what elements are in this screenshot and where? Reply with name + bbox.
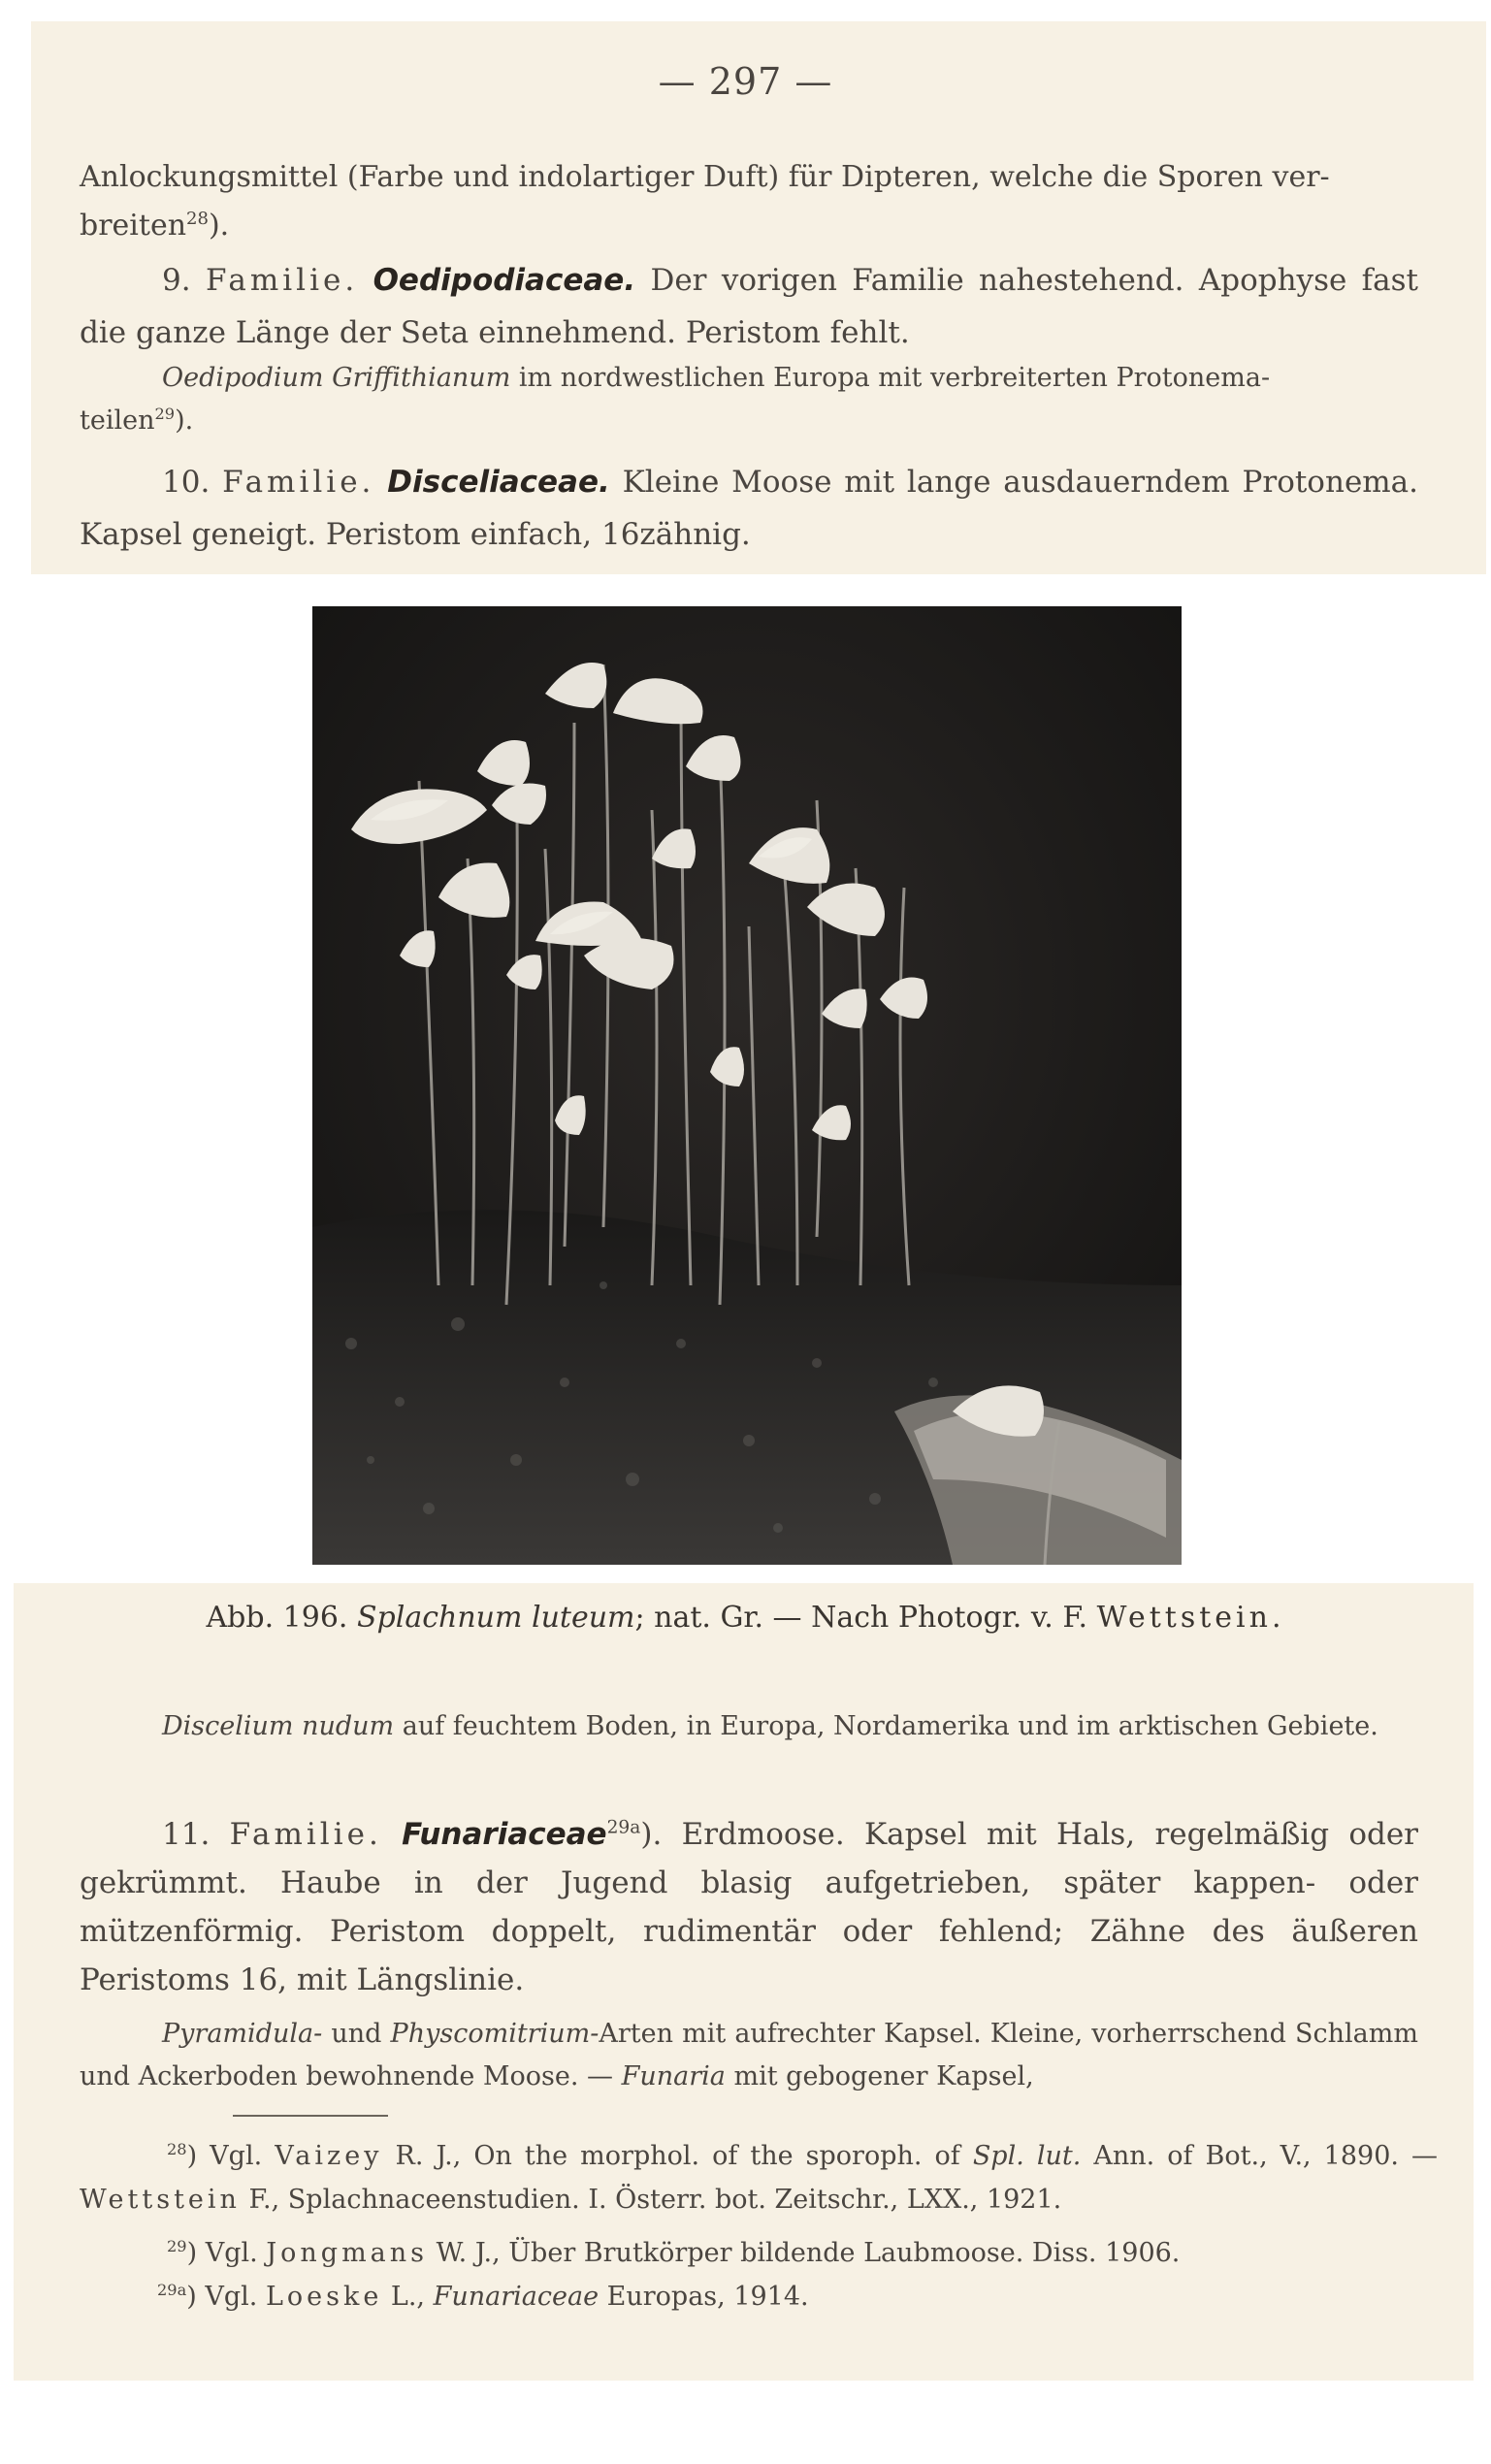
footnote-29-number: 29 (167, 2237, 187, 2255)
family-11-description: ). Erdmoose. Kapsel mit Hals, regelmäßig oder gekrümmt. Haube in der Jugend blasig aufgetrieben, später kappen- oder mützenförmig. Peristom doppelt, rudimentär oder fehlend; Zähne des äußeren Peristoms 16, mit Längslinie. (80, 1817, 1419, 1997)
family-11-paragraph (80, 1810, 1418, 2004)
oedipodium-end: ). (175, 405, 194, 436)
footnote-29a-text-2: Europas, 1914. (606, 2282, 809, 2312)
oedipodium-text-2: teilen (80, 405, 155, 436)
figure-number: Abb. 196. (206, 1601, 348, 1635)
figure-author: Wettstein. (1096, 1601, 1285, 1635)
footnote-29-text: W. J., Über Brutkörper bildende Laubmoose. Diss. 1906. (436, 2238, 1181, 2268)
pyramidula-text-2: mit gebogener Kapsel, (733, 2061, 1034, 2091)
physcomitrium-genus: Physcomitrium- (390, 2019, 600, 2049)
page-number: — 297 — (658, 60, 833, 103)
family-11-number: 11. (162, 1817, 211, 1852)
intro-line-2: breiten (80, 209, 187, 243)
footnote-ref-29a: 29a (606, 1817, 641, 1838)
footnote-28-text-2: Ann. of Bot., V., 1890. — (1093, 2141, 1438, 2171)
moss-photograph-drawing (312, 606, 1182, 1565)
family-9-number: 9. (162, 263, 191, 298)
footnote-29-pre: ) Vgl. (186, 2238, 258, 2268)
family-9-label: Familie. (205, 263, 359, 298)
family-10-description: Kleine Moose mit lange ausdauerndem Protonema. Kapsel geneigt. Peristom einfach, 16zähnig. (80, 465, 1419, 552)
footnote-29a-author: Loeske (265, 2282, 383, 2312)
figure-caption (0, 1601, 1491, 1635)
footnote-29a-italic: Funariaceae (433, 2282, 600, 2312)
family-10-name: Disceliaceae. (387, 465, 610, 500)
footnote-28-pre: ) Vgl. (186, 2141, 263, 2171)
family-9-description: Der vorigen Familie nahestehend. Apophyse fast die ganze Länge der Seta einnehmend. Peristom fehlt. (80, 263, 1419, 350)
footnote-29a-pre: ) Vgl. (186, 2282, 258, 2312)
family-10-label: Familie. (222, 465, 375, 500)
footnote-28-author: Vaizey (275, 2141, 383, 2171)
oedipodium-text: im nordwestlichen Europa mit verbreiterten Protonema- (518, 363, 1271, 393)
footnote-28-italic: Spl. lut. (972, 2141, 1082, 2171)
oedipodium-paragraph (80, 357, 1418, 442)
pyramidula-paragraph (80, 2013, 1418, 2098)
footnote-28-text-3: F., Splachnaceenstudien. I. Österr. bot. Zeitschr., LXX., 1921. (248, 2185, 1062, 2215)
footnote-29-author: Jongmans (266, 2238, 429, 2268)
pyramidula-und: und (331, 2019, 382, 2049)
discelium-paragraph (80, 1705, 1418, 1748)
intro-line-2-end: ). (208, 209, 230, 243)
family-9-paragraph (80, 254, 1418, 359)
footnote-ref-29: 29 (154, 405, 176, 423)
intro-line-1: Anlockungsmittel (Farbe und indolartiger Duft) für Dipteren, welche die Sporen ver- (80, 160, 1330, 194)
figure-caption-text: ; nat. Gr. — Nach Photogr. v. F. (634, 1601, 1088, 1635)
oedipodium-species: Oedipodium Griffithianum (162, 363, 511, 393)
footnote-ref-28: 28 (186, 209, 209, 229)
footnote-29a-text: L., (390, 2282, 426, 2312)
footnote-28-author-2: Wettstein (80, 2185, 241, 2215)
moss-photograph (312, 606, 1182, 1565)
pyramidula-text: Arten mit aufrechter Kapsel. Kleine, vorherrschend Schlamm und Ackerboden bewohnende Moose. — (80, 2019, 1418, 2091)
figure-species: Splachnum luteum (357, 1601, 635, 1635)
footnote-28 (80, 2134, 1438, 2221)
family-11-label: Familie. (229, 1817, 382, 1852)
footnote-29a (80, 2275, 1438, 2318)
funaria-genus: Funaria (621, 2061, 726, 2091)
footnote-29a-number: 29a (157, 2281, 187, 2299)
footnote-28-text: R. J., On the morphol. of the sporoph. of (395, 2141, 960, 2171)
footnote-divider (233, 2115, 388, 2117)
pyramidula-genus: Pyramidula- (162, 2019, 323, 2049)
footnote-28-number: 28 (167, 2140, 187, 2158)
discelium-text: auf feuchtem Boden, in Europa, Nordamerika und im arktischen Gebiete. (402, 1711, 1378, 1741)
discelium-species: Discelium nudum (162, 1711, 395, 1741)
family-11-name: Funariaceae (402, 1817, 607, 1852)
family-10-number: 10. (162, 465, 211, 500)
footnote-29 (80, 2231, 1438, 2275)
family-9-name: Oedipodiaceae. (373, 263, 636, 298)
intro-paragraph (80, 153, 1418, 250)
family-10-paragraph (80, 456, 1418, 561)
